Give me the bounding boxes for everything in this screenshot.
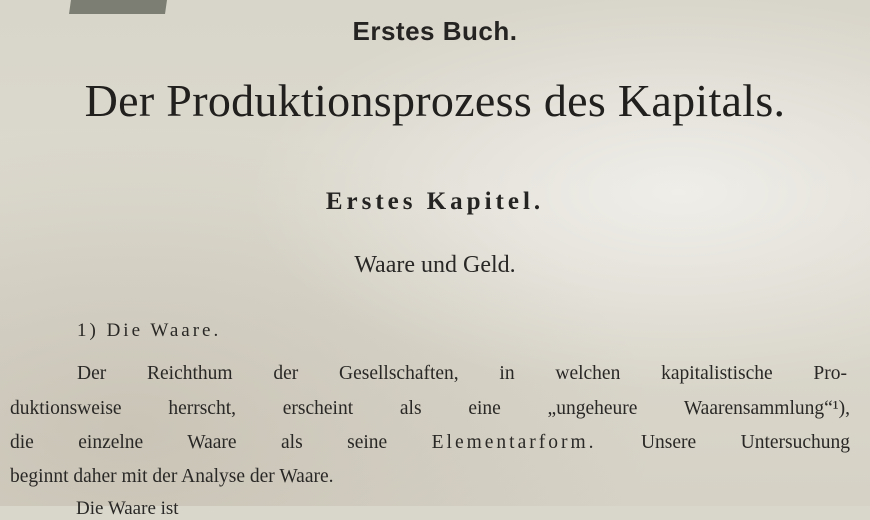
section-heading: 1) Die Waare. <box>77 320 222 341</box>
line-3-start: die einzelne Waare als seine <box>10 432 388 453</box>
paragraph-line-4: beginnt daher mit der Analyse der Waare. <box>10 466 334 487</box>
book-heading: Erstes Buch. <box>352 16 518 46</box>
line-3-end: Unsere Untersuchung <box>640 432 850 453</box>
paragraph-line-3 <box>10 432 850 454</box>
chapter-subtitle: Waare und Geld. <box>354 252 516 278</box>
cut-off-next-line: Die Waare ist <box>76 498 179 519</box>
page-corner-shadow <box>69 0 167 14</box>
emphasized-term: Elementarform. <box>431 432 597 453</box>
paragraph-line-1: Der Reichthum der Gesellschaften, in welchen kapitalistische Pro- <box>77 363 847 384</box>
chapter-heading: Erstes Kapitel. <box>325 188 545 215</box>
volume-title: Der Produktionsprozess des Kapitals. <box>84 75 786 126</box>
paragraph-line-2: duktionsweise herrscht, erscheint als eine „ungeheure Waarensammlung“¹), <box>10 398 850 419</box>
